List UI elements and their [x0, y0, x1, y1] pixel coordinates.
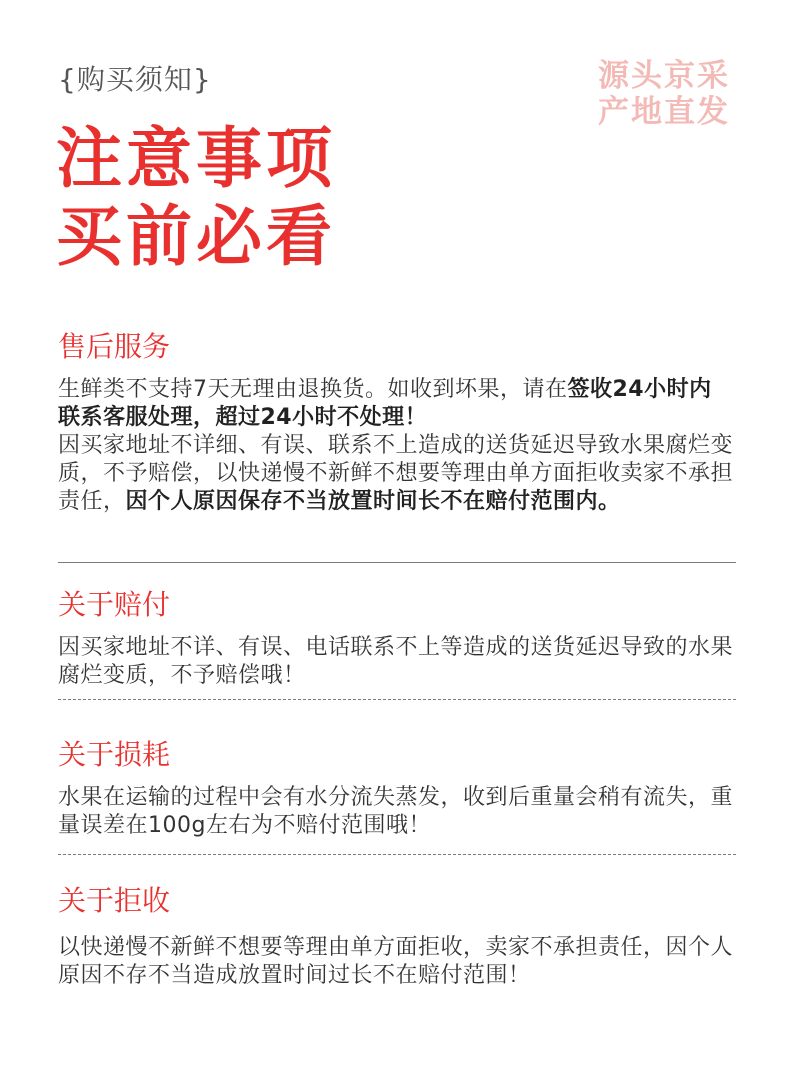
section-body: 以快递慢不新鲜不想要等理由单方面拒收，卖家不承担责任，因个人原因不存不当造成放置时间过长不在赔付范围！ [58, 935, 734, 988]
section-after-sales [58, 330, 733, 516]
section-body [58, 376, 733, 516]
slogan-line-1: 源头京采 [598, 58, 730, 94]
section-title: 售后服务 [58, 330, 171, 363]
dashed-divider [58, 854, 736, 855]
section-title: 关于拒收 [58, 884, 171, 917]
section-divider [58, 562, 736, 563]
page-headline [56, 120, 336, 276]
section-rejection [58, 884, 733, 990]
section-body: 水果在运输的过程中会有水分流失蒸发，收到后重量会稍有流失，重量误差在100g左右为不赔付范围哦！ [58, 785, 734, 838]
after-sales-text-1: 生鲜类不支持7天无理由退换货。如收到坏果，请在 [58, 377, 568, 402]
section-title: 关于损耗 [58, 738, 171, 771]
after-sales-bold-2: 因个人原因保存不当放置时间长不在赔付范围内。 [125, 489, 621, 514]
purchase-notice-tag: {购买须知} [58, 63, 212, 96]
slogan-line-2: 产地直发 [598, 94, 730, 130]
section-compensation [58, 588, 733, 690]
slogan [598, 58, 730, 130]
section-loss [58, 738, 733, 840]
headline-line-2: 买前必看 [56, 198, 336, 275]
headline-line-1: 注意事项 [56, 120, 336, 197]
after-sales-bold-1: 签收24小时内联系客服处理，超过24小时不处理！ [58, 377, 712, 430]
section-title: 关于赔付 [58, 588, 171, 621]
dashed-divider [58, 699, 736, 700]
after-sales-text-2: 因买家地址不详细、有误、联系不上造成的送货延迟导致水果腐烂变质，不予赔偿，以快递慢不新鲜不想要等理由单方面拒收卖家不承担责任， [58, 433, 734, 514]
section-body: 因买家地址不详、有误、电话联系不上等造成的送货延迟导致的水果腐烂变质，不予赔偿哦！ [58, 635, 734, 688]
